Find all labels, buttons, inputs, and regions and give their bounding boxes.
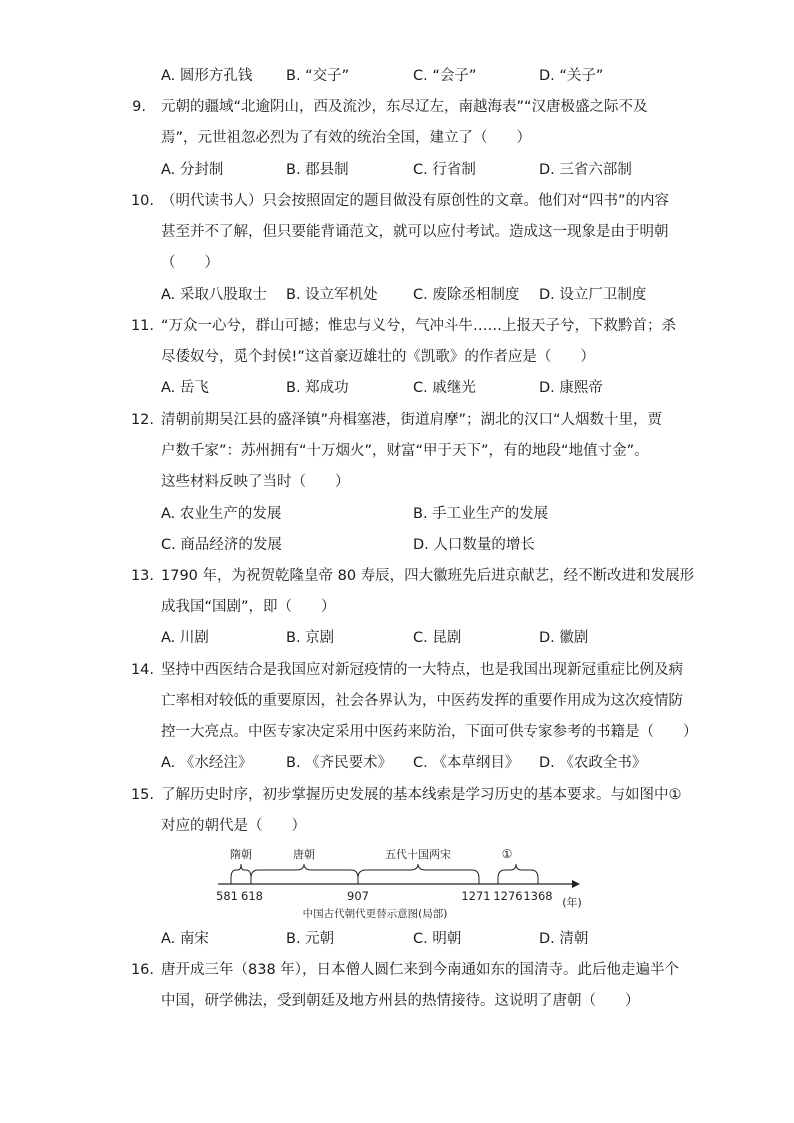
question-text-line: 中国，研学佛法，受到朝廷及地方州县的热情接待。这说明了唐朝（ ） xyxy=(161,993,640,1009)
question-text-line: 1790 年，为祝贺乾隆皇帝 80 寿辰，四大徽班先后进京献艺，经不断改进和发展形 xyxy=(161,568,695,584)
question-text-line: 唐开成三年（838 年），日本僧人圆仁来到今南通如东的国清寺。此后他走遍半个 xyxy=(161,962,680,978)
option-a: A. 分封制 xyxy=(161,162,224,178)
option-c: C. 《本草纲目》 xyxy=(413,755,520,771)
option-d: D. 徽剧 xyxy=(539,630,589,646)
option-c: C. 戚继光 xyxy=(413,380,476,396)
question-text-line: 焉”，元世祖忽必烈为了有效的统治全国，建立了（ ） xyxy=(161,130,532,146)
question-number: 13. xyxy=(130,568,154,584)
question-text-line: 坚持中西医结合是我国应对新冠疫情的一大特点，也是我国出现新冠重症比例及病 xyxy=(161,662,683,678)
option-d: D. 《农政全书》 xyxy=(539,755,647,771)
option-c: C. 明朝 xyxy=(413,931,462,947)
option-c: C. 商品经济的发展 xyxy=(161,537,282,553)
option-b: B. 设立军机处 xyxy=(286,287,378,303)
option-b: B. “交子” xyxy=(286,68,350,84)
brace-1 xyxy=(498,864,538,878)
option-b: B. 元朝 xyxy=(286,931,335,947)
option-c: C. 废除丞相制度 xyxy=(413,287,520,303)
option-d: D. 人口数量的增长 xyxy=(413,537,535,553)
question-text-line: 了解历史时序，初步掌握历史发展的基本线索是学习历史的基本要求。与如图中① xyxy=(161,787,682,803)
question-text-line: 户数千家”：苏州拥有“十万烟火”，财富“甲于天下”，有的地段“地值寸金”。 xyxy=(161,443,649,459)
question-number: 10. xyxy=(130,193,154,209)
question-text-line: （明代读书人）只会按照固定的题目做没有原创性的文章。他们对“四书”的内容 xyxy=(161,193,670,209)
option-d: D. 清朝 xyxy=(539,931,589,947)
question-number: 12. xyxy=(130,412,154,428)
option-d: D. 设立厂卫制度 xyxy=(539,287,647,303)
year-label: 907 xyxy=(347,889,369,903)
figure-caption: 中国古代朝代更替示意图(局部) xyxy=(302,908,448,920)
question-text-line: 甚至并不了解，但只要能背诵范文，就可以应付考试。造成这一现象是由于明朝 xyxy=(161,224,669,240)
question-text-line: 对应的朝代是（ ） xyxy=(161,818,306,834)
option-a: A. 圆形方孔钱 xyxy=(161,68,253,84)
year-label: 1276 xyxy=(493,889,523,903)
question-number: 14. xyxy=(130,662,154,678)
unit-label: (年) xyxy=(562,896,582,909)
question-text-line: （ ） xyxy=(161,255,219,271)
question-number: 11. xyxy=(130,318,154,334)
option-c: C. “会子” xyxy=(413,68,477,84)
year-label: 1368 xyxy=(523,889,553,903)
question-number: 15. xyxy=(130,787,154,803)
question-text-line: 控一大亮点。中医专家决定采用中医药来防治，下面可供专家参考的书籍是（ ） xyxy=(161,724,698,740)
option-b: B. 郑成功 xyxy=(286,380,349,396)
brace-sui xyxy=(231,864,251,878)
question-number: 9. xyxy=(132,99,146,115)
question-text-line: 亡率相对较低的重要原因，社会各界认为，中医药发挥的重要作用成为这次疫情防 xyxy=(161,693,683,709)
option-d: D. “关子” xyxy=(539,68,604,84)
label-tang: 唐朝 xyxy=(293,848,315,861)
label-sui: 隋朝 xyxy=(230,848,252,861)
label-circle-1: ① xyxy=(501,847,513,861)
option-b: B. 手工业生产的发展 xyxy=(413,506,549,522)
option-a: A. 岳飞 xyxy=(161,380,209,396)
option-a: A. 川剧 xyxy=(161,630,209,646)
option-b: B. 京剧 xyxy=(286,630,335,646)
year-label: 618 xyxy=(241,889,263,903)
option-a: A. 农业生产的发展 xyxy=(161,506,282,522)
question-text-line: 这些材料反映了当时（ ） xyxy=(161,474,350,490)
option-a: A. 南宋 xyxy=(161,931,209,947)
question-number: 16. xyxy=(130,962,154,978)
question-text-line: 清朝前期吴江县的盛泽镇”舟楫塞港，街道肩摩”；湖北的汉口“人烟数十里，贾 xyxy=(161,412,663,428)
question-text-line: 尽倭奴兮，觅个封侯!”这首豪迈雄壮的《凯歌》的作者应是（ ） xyxy=(161,349,595,365)
option-a: A. 《水经注》 xyxy=(161,755,253,771)
label-song: 五代十国两宋 xyxy=(385,848,451,861)
question-text-line: 成我国“国剧”，即（ ） xyxy=(161,599,336,615)
option-b: B. 《齐民要术》 xyxy=(286,755,393,771)
year-label: 1271 xyxy=(461,889,491,903)
dynasty-timeline-figure xyxy=(210,840,590,924)
year-label: 581 xyxy=(216,889,238,903)
option-d: D. 康熙帝 xyxy=(539,380,603,396)
option-c: C. 昆剧 xyxy=(413,630,462,646)
option-a: A. 采取八股取士 xyxy=(161,287,267,303)
brace-song xyxy=(358,864,479,878)
option-c: C. 行省制 xyxy=(413,162,476,178)
option-b: B. 郡县制 xyxy=(286,162,349,178)
brace-tang xyxy=(251,864,358,878)
option-d: D. 三省六部制 xyxy=(539,162,632,178)
question-text-line: 元朝的疆域“北逾阴山，西及流沙，东尽辽左，南越海表”“汉唐极盛之际不及 xyxy=(161,99,648,115)
timeline-arrow-icon xyxy=(572,880,580,888)
question-text-line: “万众一心兮，群山可撼；惟忠与义兮，气冲斗牛……上报天子兮，下救黔首；杀 xyxy=(161,318,677,334)
